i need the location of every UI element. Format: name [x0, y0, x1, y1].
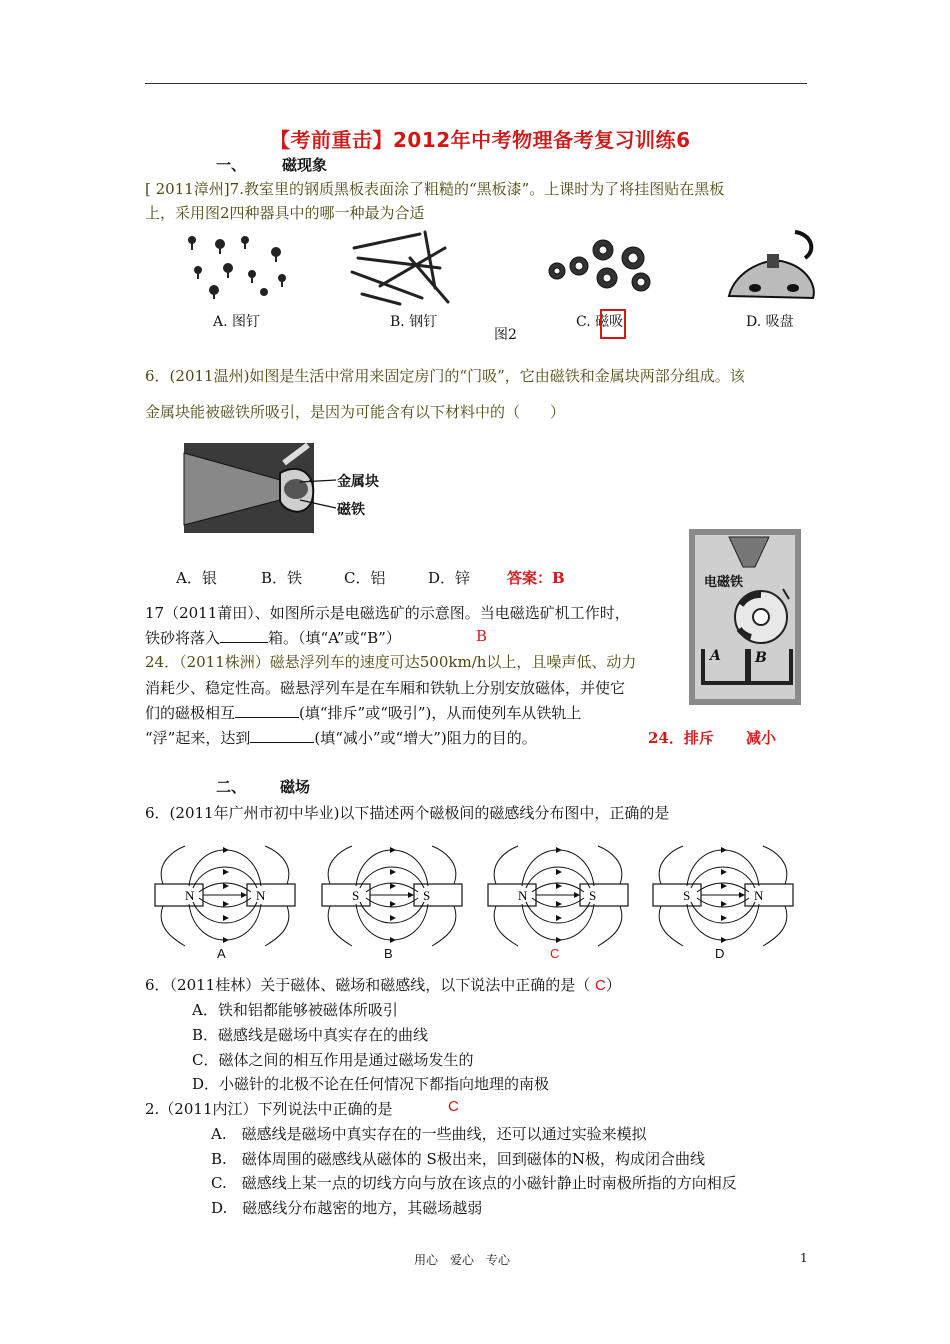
diagram-label-b: B — [384, 946, 393, 961]
magnets-image — [545, 236, 660, 296]
q24-line4-pre: “浮”起来，达到 — [145, 729, 251, 747]
pole-left-label: S — [683, 888, 691, 903]
label-electromagnet: 电磁铁 — [704, 575, 744, 590]
q17-blank — [220, 628, 268, 643]
q17-line1: 17（2011莆田）、如图所示是电磁选矿的示意图。当电磁选矿机工作时， — [145, 604, 630, 622]
q2-option-c: C. 磁感线上某一点的切线方向与放在该点的小磁针静止时南极所指的方向相反 — [211, 1174, 737, 1192]
q7-line2: 上，采用图2四种器具中的哪一种最为合适 — [145, 204, 425, 222]
field-diagram-b — [322, 842, 462, 952]
header-rule — [145, 83, 807, 84]
q6gl-answer: C — [595, 977, 606, 994]
label-magnet: 磁铁 — [337, 502, 365, 518]
page-number: 1 — [800, 1251, 808, 1265]
q7-option-c: C. 磁吸 — [576, 314, 624, 330]
q7-line1: [ 2011漳州]7.教室里的钢质黑板表面涂了粗糙的“黑板漆”。上课时为了将挂图贴在黑板 — [145, 180, 725, 198]
q7-option-d: D. 吸盘 — [746, 314, 794, 330]
footer-motto: 用心 爱心 专心 — [414, 1253, 511, 1267]
pole-right-label: N — [256, 888, 266, 903]
q7-option-b: B. 钢钉 — [390, 314, 438, 330]
q24-line1: 24．（2011株洲）磁悬浮列车的速度可达500km/h以上，且噪声低、动力 — [145, 653, 637, 671]
pole-right-label: S — [423, 888, 431, 903]
q6gl-option-c: C．磁体之间的相互作用是通过磁场发生的 — [192, 1051, 474, 1069]
section1-title: 磁现象 — [282, 156, 328, 174]
q6w-option-d: D．锌 — [428, 569, 471, 587]
field-diagram-d — [653, 842, 793, 952]
section2-title: 磁场 — [280, 778, 311, 796]
q6w-option-a: A．银 — [176, 569, 217, 587]
pole-left-label: N — [185, 888, 195, 903]
diagram-label-c: C — [550, 946, 560, 961]
q6w-option-b: B．铁 — [261, 569, 303, 587]
q6w-line2: 金属块能被磁铁所吸引，是因为可能含有以下材料中的（ ） — [145, 403, 566, 421]
ore-separator-image — [689, 529, 801, 705]
q2-answer: C — [448, 1098, 459, 1115]
q6gl-option-d: D．小磁针的北极不论在任何情况下都指向地理的南极 — [192, 1075, 550, 1093]
q2-option-b: B. 磁体周围的磁感线从磁体的 S极出来，回到磁体的N极，构成闭合曲线 — [211, 1150, 705, 1168]
q24-blank2 — [250, 728, 314, 743]
q24-line3-pre: 们的磁极相互 — [145, 704, 236, 722]
q24-answer1: 24．排斥 — [648, 729, 714, 747]
q24-blank1 — [235, 703, 299, 718]
door-stopper-leaders — [300, 470, 340, 520]
pole-left-label: N — [518, 888, 528, 903]
q24-line3-post: (填“排斥”或“吸引”)，从而使列车从铁轨上 — [299, 704, 582, 722]
q6gl-close: ） — [605, 976, 621, 994]
q6gl-option-a: A．铁和铝都能够被磁体所吸引 — [192, 1001, 398, 1019]
pole-right-label: S — [589, 888, 597, 903]
page-title: 【考前重击】2012年中考物理备考复习训练6 — [270, 128, 691, 152]
q24-answer2: 减小 — [746, 729, 777, 747]
field-diagram-a — [155, 842, 295, 952]
q7-figure-caption: 图2 — [494, 327, 517, 343]
q2-option-a: A. 磁感线是磁场中真实存在的一些曲线，还可以通过实验来模拟 — [211, 1125, 647, 1143]
thumbtacks-image — [180, 230, 300, 300]
q6gl-stem: 6．（2011桂林）关于磁体、磁场和磁感线，以下说法中正确的是（ — [145, 976, 591, 994]
q6w-line1: 6．(2011温州)如图是生活中常用来固定房门的“门吸”，它由磁铁和金属块两部分组成。该 — [145, 367, 745, 385]
pole-right-label: N — [754, 888, 764, 903]
diagram-label-a: A — [217, 946, 226, 961]
answer-highlight-box — [600, 309, 626, 339]
label-metal-block: 金属块 — [337, 474, 379, 490]
label-bin-b: B — [755, 650, 767, 666]
q6w-option-c: C．铝 — [344, 569, 386, 587]
q6w-answer: 答案：B — [507, 569, 565, 587]
label-bin-a: A — [710, 648, 721, 664]
q2-stem: 2.（2011内江）下列说法中正确的是 — [145, 1100, 393, 1118]
q7-option-a: A. 图钉 — [213, 314, 261, 330]
steel-nails-image — [350, 228, 450, 306]
section2-number: 二、 — [216, 778, 247, 796]
diagram-label-d: D — [715, 946, 725, 961]
q6g-line: 6．(2011年广州市初中毕业)以下描述两个磁极间的磁感线分布图中，正确的是 — [145, 804, 670, 822]
suction-cup-image — [725, 226, 820, 306]
q2-option-d: D. 磁感线分布越密的地方，其磁场越弱 — [211, 1199, 483, 1217]
section1-number: 一、 — [216, 156, 247, 174]
q17-line2-post: 箱。（填“A”或“B”） — [268, 629, 401, 647]
q24-line2: 消耗少、稳定性高。磁悬浮列车是在车厢和铁轨上分别安放磁体，并使它 — [145, 679, 626, 697]
q24-line4-post: (填“减小”或“增大”)阻力的目的。 — [314, 729, 537, 747]
field-diagram-c — [488, 842, 628, 952]
pole-left-label: S — [352, 888, 360, 903]
q17-answer: B — [476, 627, 488, 645]
q6gl-option-b: B．磁感线是磁场中真实存在的曲线 — [192, 1026, 429, 1044]
q17-line2-pre: 铁砂将落入 — [145, 629, 221, 647]
